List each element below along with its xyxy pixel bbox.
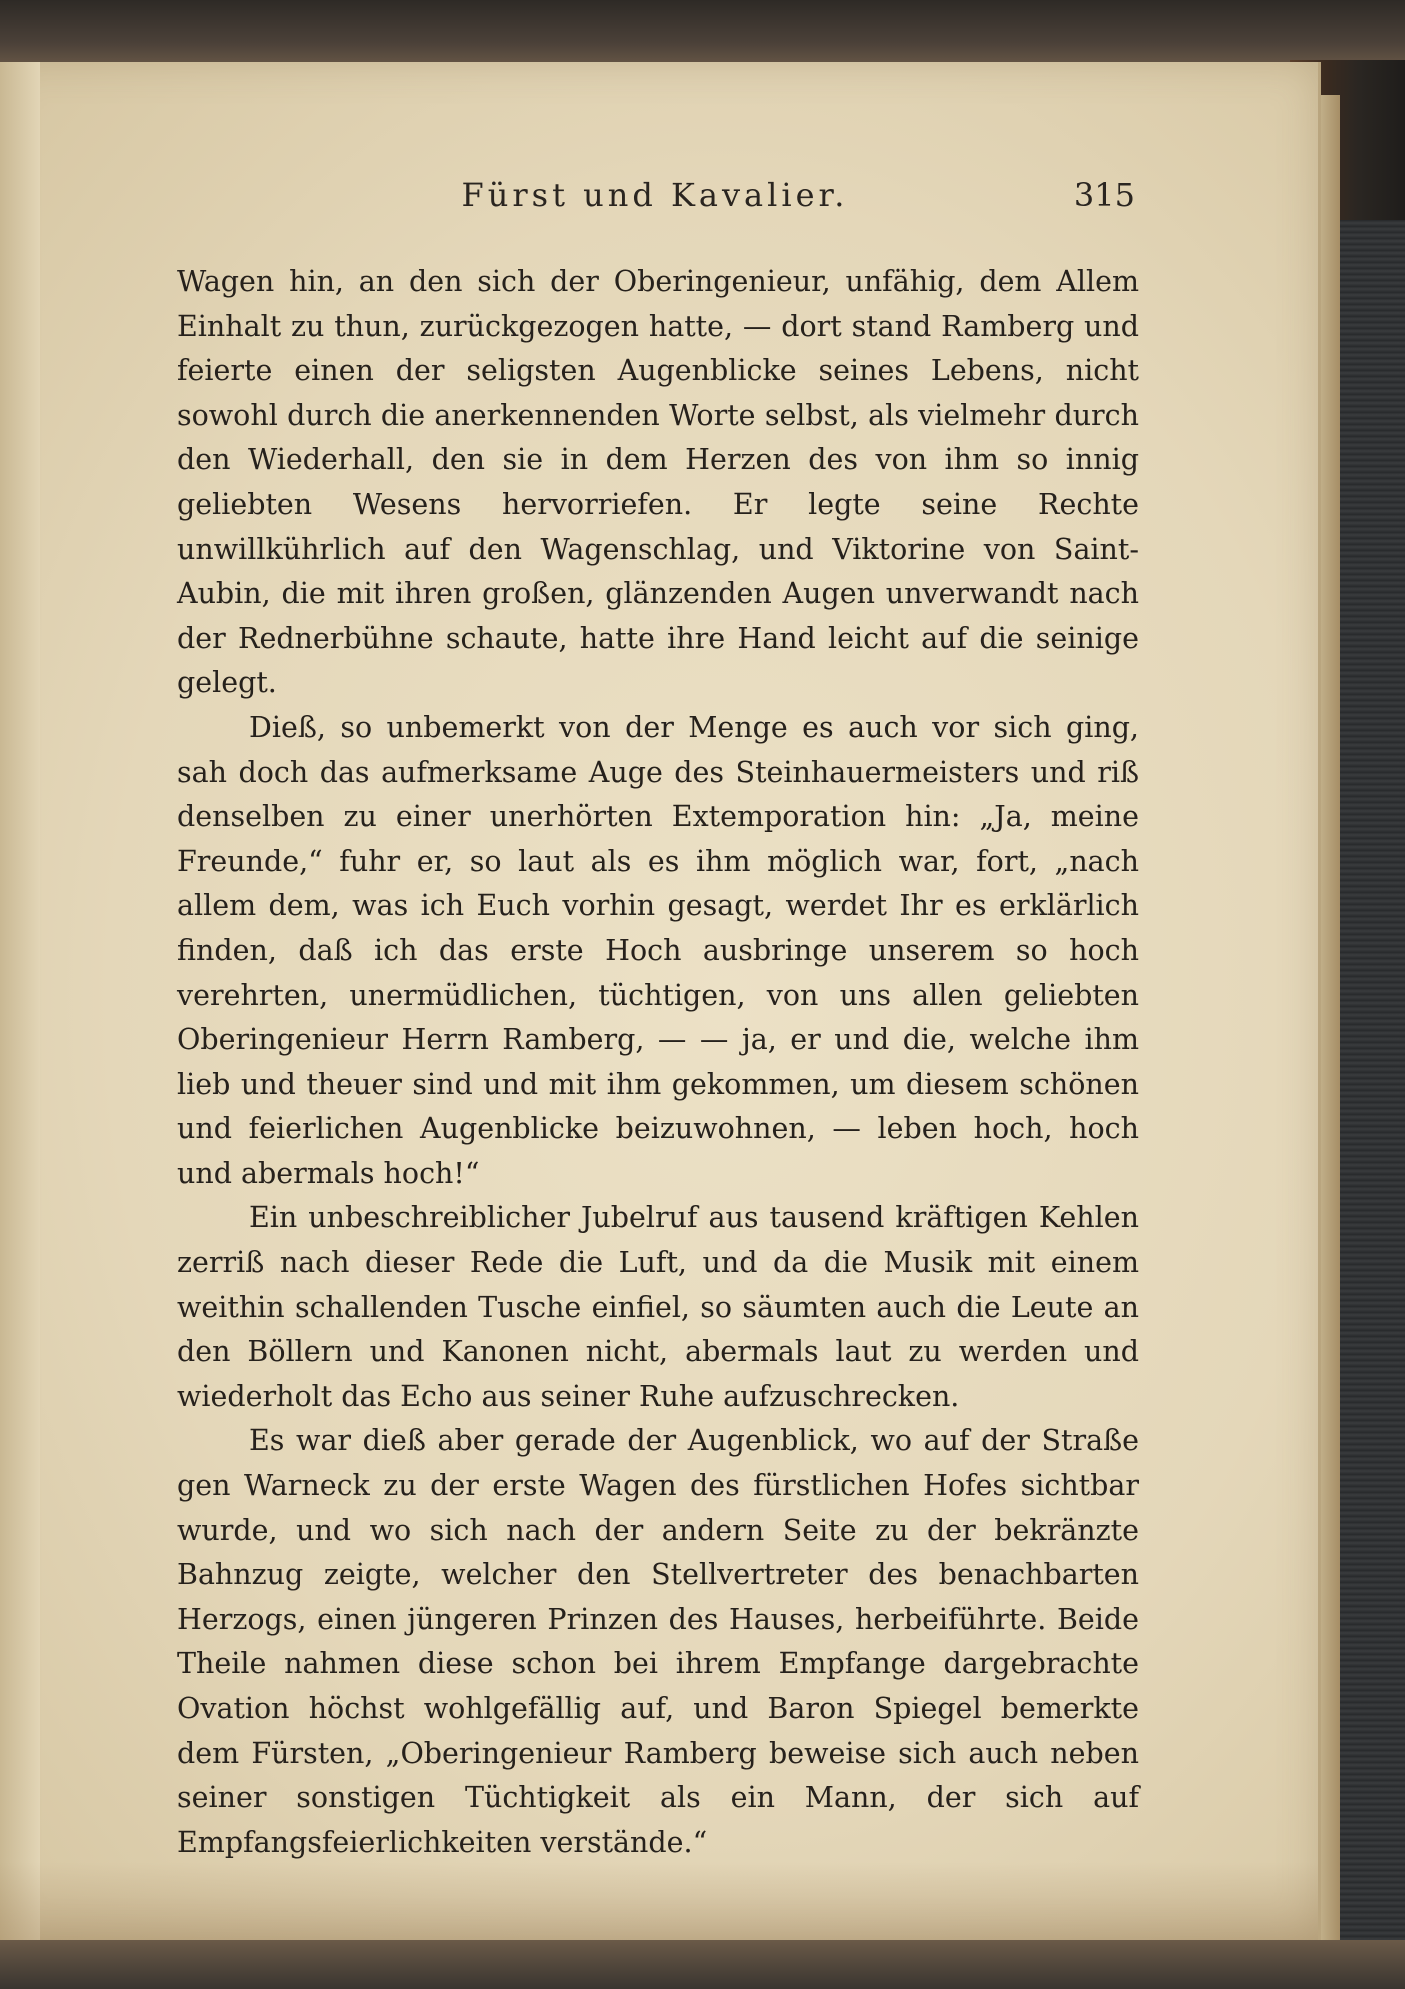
running-head <box>175 176 1135 226</box>
paragraph-1: Wagen hin, an den sich der Oberingenieur, unfähig, dem Allem Einhalt zu thun, zurückgezogen hatte, — dort stand Ramberg und feierte einen der seligsten Augenblicke seines Lebens, nicht sowohl durch die anerkennenden Worte selbst, als vielmehr durch den Wiederhall, den sie in dem Herzen des von ihm so innig geliebten Wesens hervorriefen. Er legte seine Rechte unwillkührlich auf den Wagenschlag, und Viktorine von Saint-Aubin, die mit ihren großen, glänzenden Augen unverwandt nach der Rednerbühne schaute, hatte ihre Hand leicht auf die seinige gelegt. <box>177 265 1139 700</box>
book-spine <box>1340 220 1405 1960</box>
body-text <box>177 260 1139 1865</box>
page-stain <box>0 1862 1318 1940</box>
paragraph-4: Es war dieß aber gerade der Augenblick, wo auf der Straße gen Warneck zu der erste Wagen des fürstlichen Hofes sichtbar wurde, und wo sich nach der andern Seite zu der bekränzte Bahnzug zeigte, welcher den Stellvertreter des benachbarten Herzogs, einen jüngeren Prinzen des Hauses, herbeiführte. Beide Theile nahmen diese schon bei ihrem Empfange dargebrachte Ovation höchst wohlgefällig auf, und Baron Spiegel bemerkte dem Fürsten, „Oberingenieur Ramberg beweise sich auch neben seiner sonstigen Tüchtigkeit als ein Mann, der sich auf Empfangsfeierlichkeiten verstände.“ <box>177 1424 1139 1859</box>
scan-background-bottom <box>0 1940 1405 1989</box>
page-number: 315 <box>1073 176 1135 214</box>
page-gutter <box>0 62 40 1940</box>
scan-background-top <box>0 0 1405 70</box>
paragraph-2: Dieß, so unbemerkt von der Menge es auch vor sich ging, sah doch das aufmerksame Auge des Steinhauermeisters und riß denselben zu einer unerhörten Extemporation hin: „Ja, meine Freunde,“ fuhr er, so laut als es ihm möglich war, fort, „nach allem dem, was ich Euch vorhin gesagt, werdet Ihr es erklärlich finden, daß ich das erste Hoch ausbringe unserem so hoch verehrten, unermüdlichen, tüchtigen, von uns allen geliebten Oberingenieur Herrn Ramberg, — — ja, er und die, welche ihm lieb und theuer sind und mit ihm gekommen, um diesem schönen und feierlichen Augenblicke beizuwohnen, — leben hoch, hoch und abermals hoch!“ <box>177 710 1139 1190</box>
paragraph-3: Ein unbeschreiblicher Jubelruf aus tausend kräftigen Kehlen zerriß nach dieser Rede die Luft, und da die Musik mit einem weithin schallenden Tusche einfiel, so säumten auch die Leute an den Böllern und Kanonen nicht, abermals laut zu werden und wiederholt das Echo aus seiner Ruhe aufzuschrecken. <box>177 1201 1139 1413</box>
running-head-title: Fürst und Kavalier. <box>461 176 849 214</box>
